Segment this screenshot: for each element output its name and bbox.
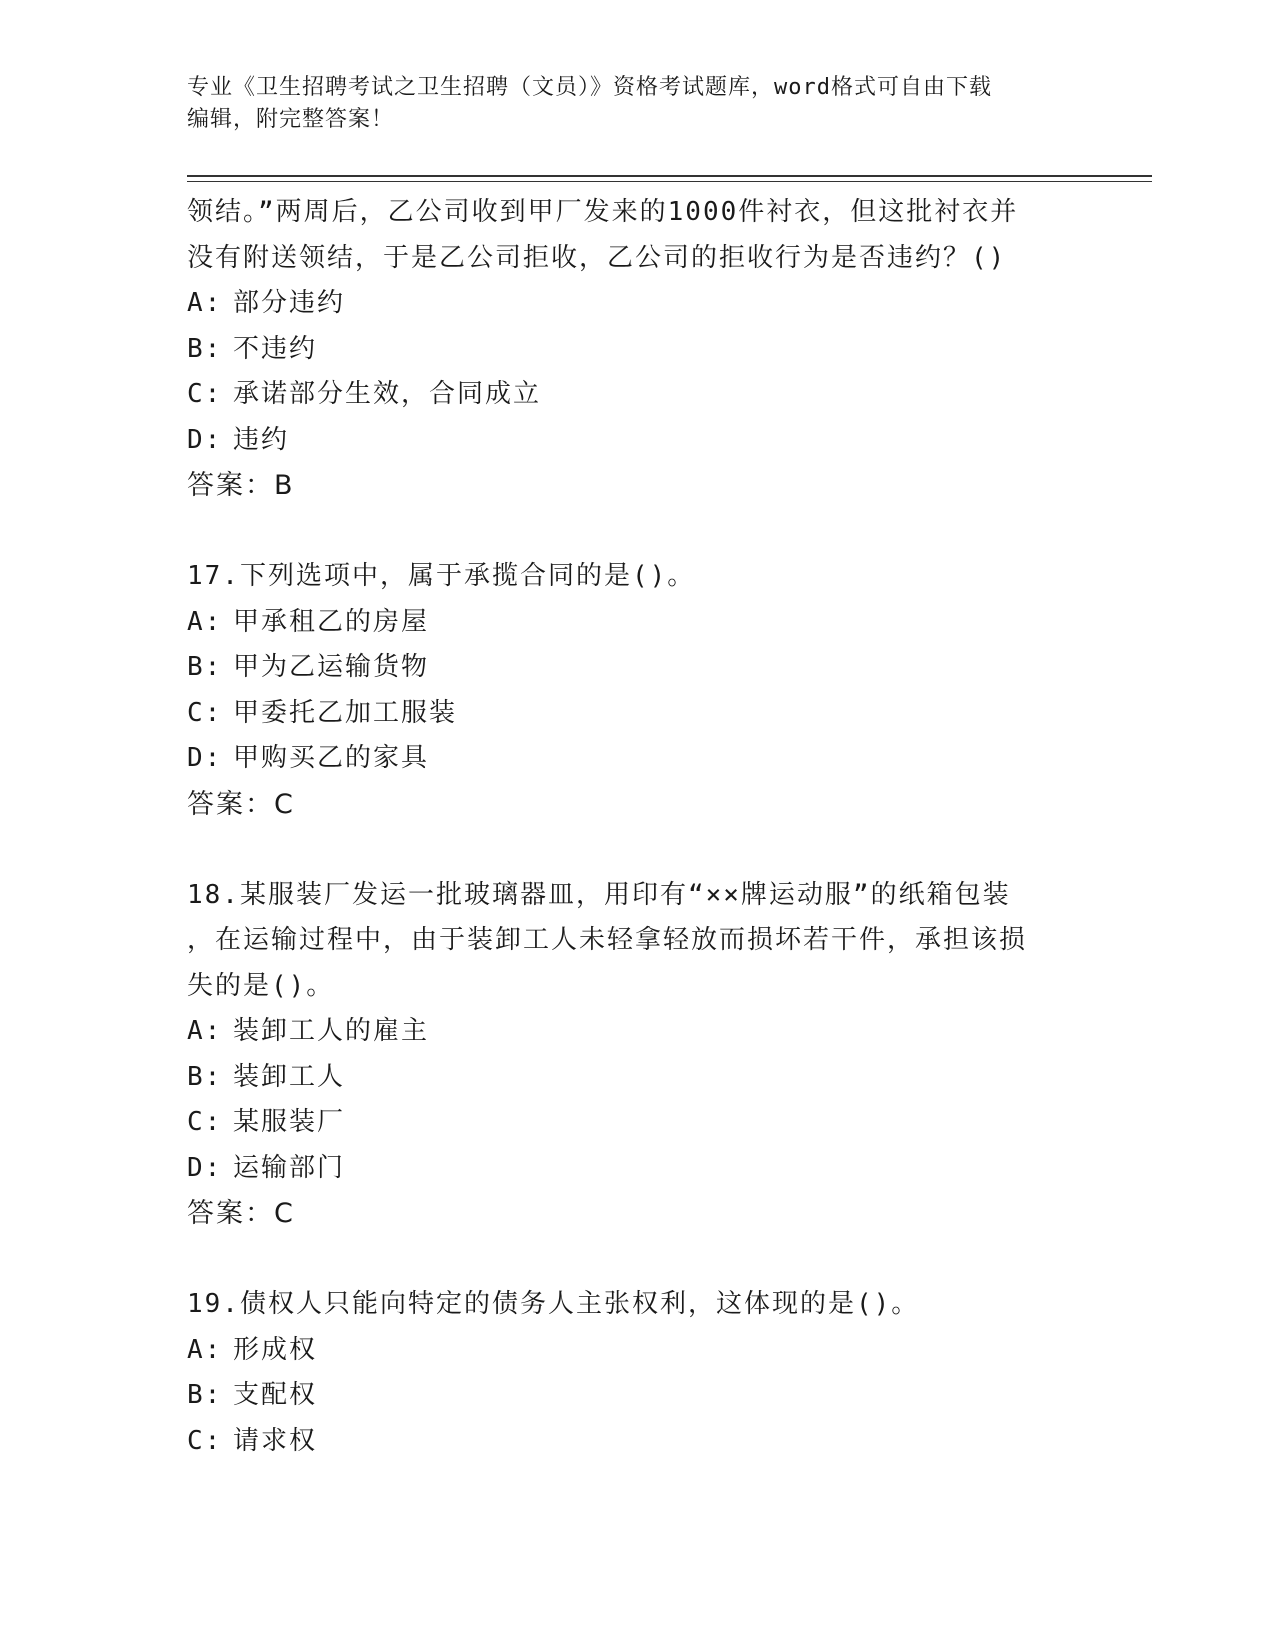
option-text: 承诺部分生效，合同成立 <box>233 379 542 409</box>
header-divider-thick <box>187 175 1152 177</box>
option-b <box>187 1055 1087 1101</box>
option-letter: A: <box>187 606 223 637</box>
option-text: 请求权 <box>233 1425 318 1456</box>
answer-line: 答案：C <box>187 1198 295 1229</box>
option-text: 某服装厂 <box>233 1107 346 1137</box>
question-gap <box>187 1237 1087 1283</box>
option-letter: C: <box>187 379 223 409</box>
question-16 <box>187 190 1087 509</box>
option-text: 部分违约 <box>233 288 346 318</box>
option-d <box>187 736 1087 782</box>
option-letter: A: <box>187 1334 223 1365</box>
option-a <box>187 1009 1087 1055</box>
question-19 <box>187 1282 1087 1464</box>
question-stem: 领结。”两周后，乙公司收到甲厂发来的1000件衬衣，但这批衬衣并 <box>187 197 1019 227</box>
option-letter: D: <box>187 743 223 773</box>
question-18 <box>187 873 1087 1237</box>
option-letter: B: <box>187 1061 223 1092</box>
option-a <box>187 600 1087 646</box>
header-line-2: 编辑，附完整答案！ <box>187 107 395 132</box>
option-letter: B: <box>187 333 223 364</box>
option-b <box>187 327 1087 373</box>
option-text: 支配权 <box>233 1380 318 1410</box>
option-letter: C: <box>187 697 223 728</box>
question-stem: 18.某服装厂发运一批玻璃器皿，用印有“××牌运动服”的纸箱包装 <box>187 879 1011 910</box>
option-text: 违约 <box>233 424 290 455</box>
option-text: 运输部门 <box>233 1152 346 1183</box>
question-stem: 19.债权人只能向特定的债务人主张权利，这体现的是()。 <box>187 1289 920 1319</box>
option-c <box>187 691 1087 737</box>
header-divider-thin <box>187 181 1152 182</box>
option-text: 形成权 <box>233 1334 318 1365</box>
option-letter: B: <box>187 1380 223 1410</box>
option-text: 甲承租乙的房屋 <box>233 606 430 637</box>
option-a <box>187 1328 1087 1374</box>
question-list <box>187 190 1087 1464</box>
option-text: 甲为乙运输货物 <box>233 652 430 682</box>
question-stem: 失的是()。 <box>187 970 335 1001</box>
option-text: 甲委托乙加工服装 <box>233 697 458 728</box>
question-gap <box>187 509 1087 555</box>
option-d <box>187 418 1087 464</box>
option-letter: A: <box>187 288 223 318</box>
header-line-1: 专业《卫生招聘考试之卫生招聘（文员）》资格考试题库，word格式可自由下载 <box>187 75 992 100</box>
option-letter: A: <box>187 1016 223 1046</box>
option-b <box>187 1373 1087 1419</box>
option-letter: C: <box>187 1107 223 1137</box>
option-text: 装卸工人的雇主 <box>233 1016 430 1046</box>
option-b <box>187 645 1087 691</box>
option-letter: B: <box>187 652 223 682</box>
question-stem: 17.下列选项中，属于承揽合同的是()。 <box>187 561 696 591</box>
option-letter: D: <box>187 1152 223 1183</box>
question-stem: ，在运输过程中，由于装卸工人未轻拿轻放而损坏若干件，承担该损 <box>187 925 1028 955</box>
option-c <box>187 372 1087 418</box>
document-header <box>187 72 1087 136</box>
option-c <box>187 1419 1087 1465</box>
option-letter: D: <box>187 424 223 455</box>
option-text: 不违约 <box>233 333 318 364</box>
question-stem: 没有附送领结，于是乙公司拒收，乙公司的拒收行为是否违约？() <box>187 242 1007 273</box>
answer-line: 答案：B <box>187 470 295 501</box>
option-a <box>187 281 1087 327</box>
option-d <box>187 1146 1087 1192</box>
question-17 <box>187 554 1087 827</box>
option-text: 甲购买乙的家具 <box>233 743 430 773</box>
option-text: 装卸工人 <box>233 1061 346 1092</box>
answer-line: 答案：C <box>187 788 295 820</box>
option-letter: C: <box>187 1425 223 1456</box>
option-c <box>187 1100 1087 1146</box>
question-gap <box>187 827 1087 873</box>
